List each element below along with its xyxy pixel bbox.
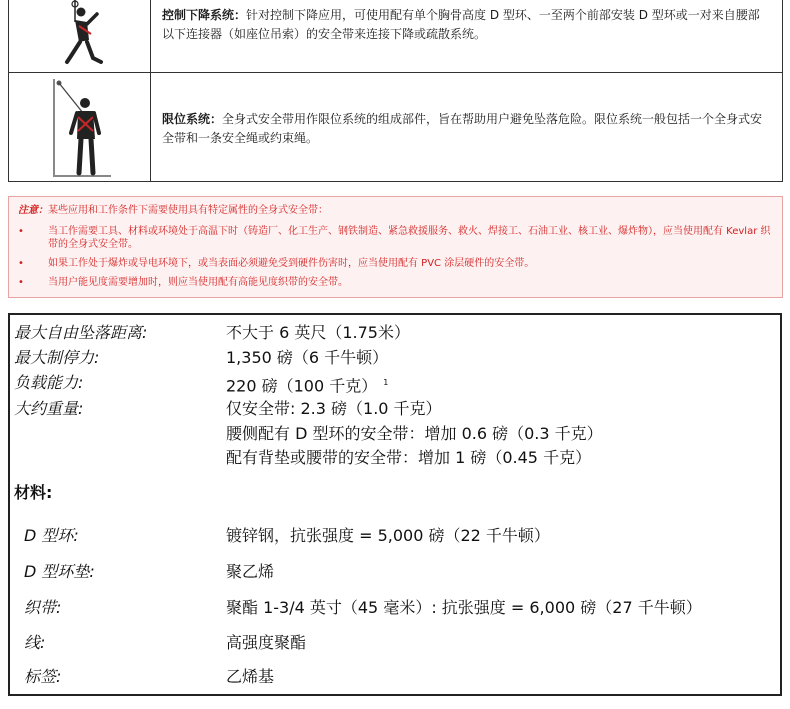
material-value: 聚酯 1-3/4 英寸（45 毫米）: 抗张强度 = 6,000 磅（27 千牛顿） <box>226 598 702 617</box>
system-row-restraint <box>9 73 782 181</box>
spec-value: 1,350 磅（6 千牛顿） <box>226 348 389 367</box>
material-label: 线: <box>24 633 46 652</box>
material-value: 聚乙烯 <box>226 562 275 581</box>
material-label: 标签: <box>24 667 62 686</box>
systems-table <box>8 0 783 182</box>
spec-value-wrap <box>226 373 388 396</box>
caution-box <box>8 196 783 298</box>
restraint-worker-icon <box>9 73 151 181</box>
caution-intro: 某些应用和工作条件下需要使用具有特定属性的全身式安全带： <box>48 205 328 216</box>
material-label: 织带: <box>24 598 62 617</box>
spec-value: 不大于 6 英尺（1.75米） <box>226 323 410 342</box>
system-description <box>162 110 770 148</box>
system-desc: 全身式安全带用作限位系统的组成部件，旨在帮助用户避免坠落危险。限位系统一般包括一个全身式安全带和一条安全绳或约束绳。 <box>162 112 763 145</box>
system-desc: 针对控制下降应用，可使用配有单个胸骨高度 D 型环、一至两个前部安装 D 型环或一对来自腰部以下连接器（如座位吊索）的安全带来连接下降或疏散系统。 <box>162 8 760 41</box>
material-label: D 型环: <box>24 526 79 545</box>
spec-value: 220 磅（100 千克） <box>226 376 378 396</box>
spec-label: 负载能力: <box>14 373 84 392</box>
spec-label: 最大自由坠落距离: <box>14 323 148 342</box>
footnote-marker: 1 <box>383 378 389 387</box>
caution-list <box>18 225 772 295</box>
material-value: 镀锌钢，抗张强度 = 5,000 磅（22 千牛顿） <box>226 526 550 545</box>
spec-label: 大约重量: <box>14 399 84 418</box>
system-name: 控制下降系统： <box>162 8 247 22</box>
spec-value: 仅安全带: 2.3 磅（1.0 千克） <box>226 399 442 418</box>
descent-worker-icon <box>9 0 151 72</box>
spec-value: 配有背垫或腰带的安全带：增加 1 磅（0.45 千克） <box>226 448 592 467</box>
materials-heading: 材料: <box>14 483 53 502</box>
specifications-box <box>8 313 782 696</box>
system-name: 限位系统： <box>162 112 223 126</box>
caution-label: 注意： <box>18 205 48 216</box>
material-value: 高强度聚酯 <box>226 633 307 652</box>
system-row-controlled-descent <box>9 0 782 73</box>
caution-item: • 当工作需要工具、材料或环境处于高温下时（铸造厂、化工生产、钢铁制造、紧急救援服务、救火、焊接工、石油工业、核工业、爆炸物），应当使用配有 Kevlar 织带的全身式安全带。 <box>18 225 772 251</box>
system-description <box>162 6 770 44</box>
spec-label: 最大制停力: <box>14 348 100 367</box>
material-value: 乙烯基 <box>226 667 275 686</box>
caution-item: • 如果工作处于爆炸或导电环境下，或当表面必须避免受到硬件伤害时，应当使用配有 PVC 涂层硬件的安全带。 <box>18 257 772 270</box>
caution-item: • 当用户能见度需要增加时，则应当使用配有高能见度织带的安全带。 <box>18 276 772 289</box>
material-label: D 型环垫: <box>24 562 95 581</box>
spec-value: 腰侧配有 D 型环的安全带：增加 0.6 磅（0.3 千克） <box>226 424 603 443</box>
caution-title <box>18 204 328 217</box>
